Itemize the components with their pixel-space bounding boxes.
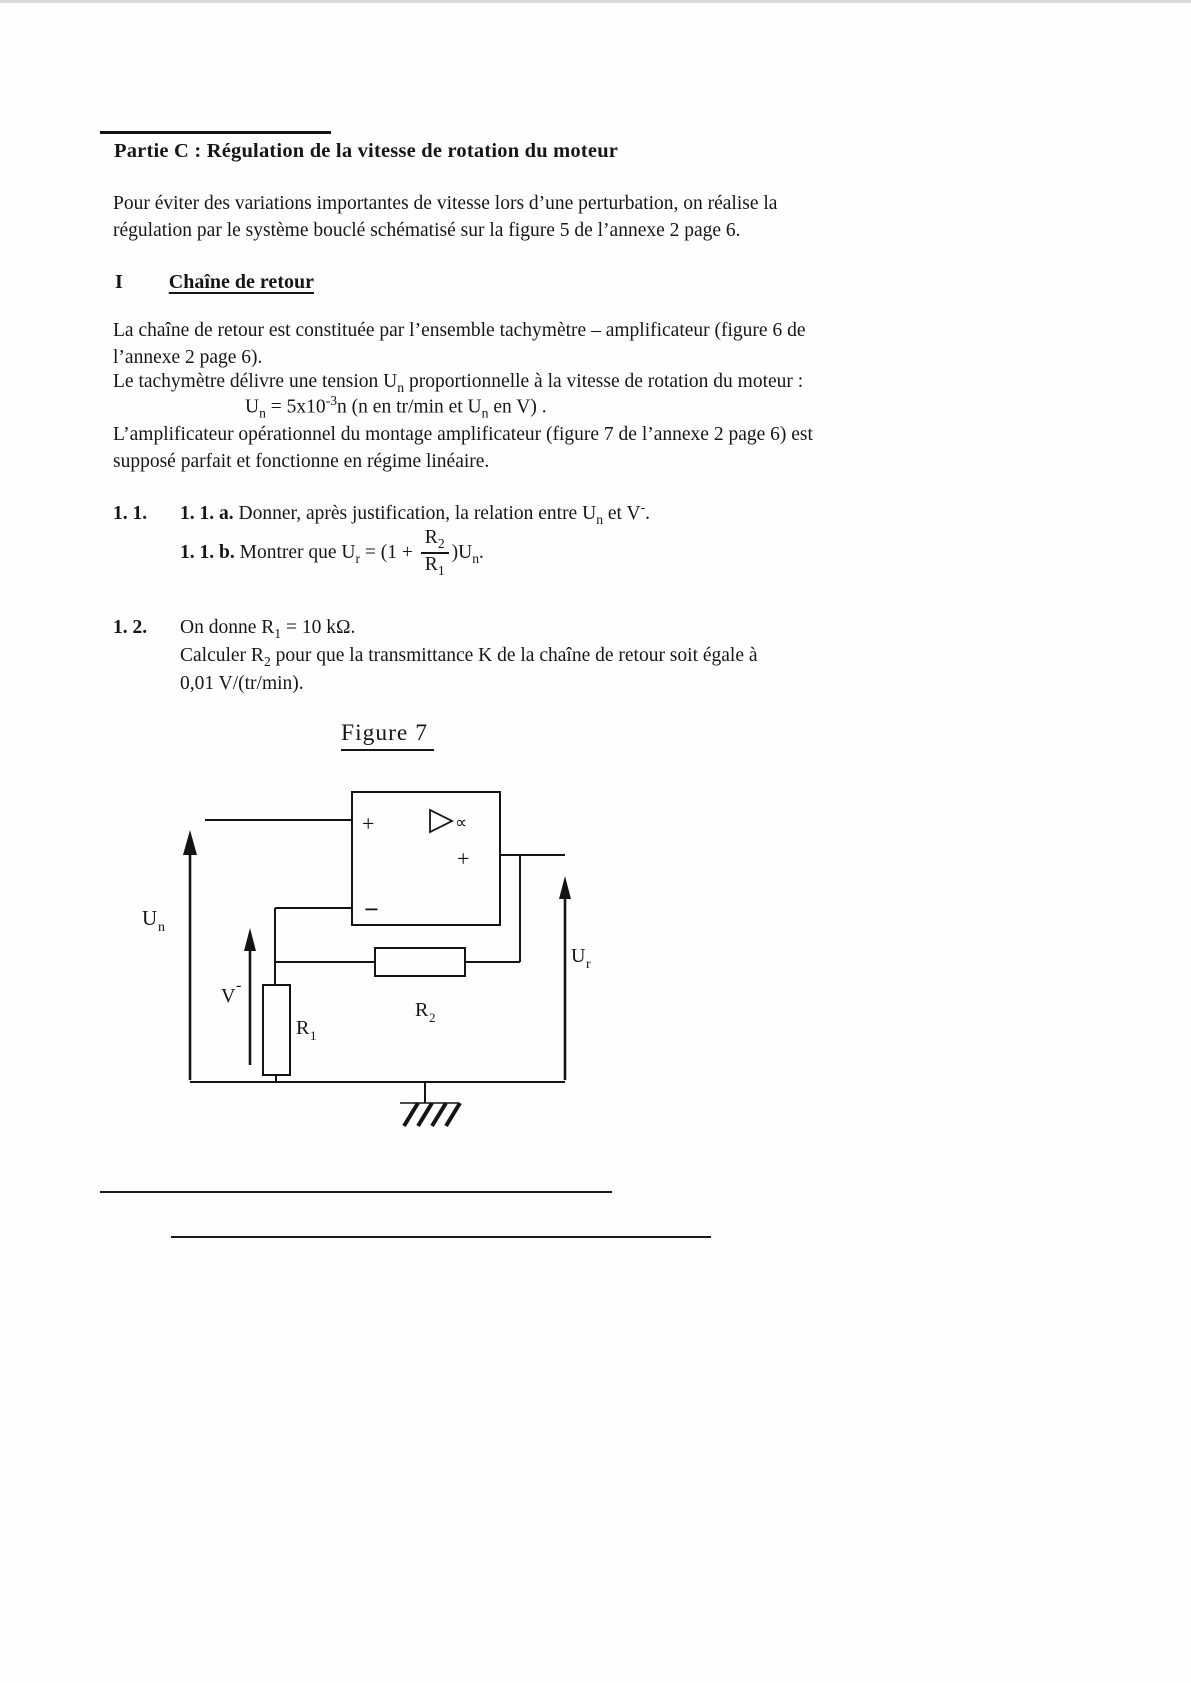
un-label-base: U bbox=[142, 906, 158, 930]
question-1-2-line3: 0,01 V/(tr/min). bbox=[180, 673, 304, 694]
ground-symbol bbox=[400, 1103, 460, 1126]
opamp-triangle-icon bbox=[430, 810, 452, 832]
top-rule bbox=[100, 131, 331, 134]
resistor-r2-body bbox=[375, 948, 465, 976]
r2-label-sub: 2 bbox=[429, 1010, 436, 1025]
vminus-label-sup: - bbox=[236, 977, 242, 994]
ur-label-base: U bbox=[571, 945, 586, 967]
question-1-1-b bbox=[180, 528, 484, 578]
resistor-r1-body bbox=[263, 985, 290, 1075]
opamp-minus-label: − bbox=[364, 895, 379, 924]
section-number: I bbox=[115, 271, 123, 293]
ground-hatch-4 bbox=[446, 1103, 460, 1126]
question-1-2-line1: On donne $R_1 = 10$ kΩ. bbox=[180, 617, 356, 641]
question-1-1-a-text: 1. 1. a. Donner, après justification, la relation entre $U_n$ et V-. bbox=[180, 499, 650, 527]
formula-un: $U_n = 5x10^{-3}n$ (n en tr/min et $U_n$ en V) . bbox=[245, 393, 547, 421]
question-1-2 bbox=[113, 617, 355, 642]
r1-label-sub: 1 bbox=[310, 1028, 317, 1043]
ur-arrowhead bbox=[559, 876, 571, 899]
question-1-1-number: 1. 1. bbox=[113, 502, 148, 524]
ur-label-sub: r bbox=[586, 957, 591, 972]
paragraph-tachymeter: Le tachymètre délivre une tension $U_n$ proportionnelle à la vitesse de rotation du moteur : bbox=[113, 371, 804, 395]
page-title: Partie C : Régulation de la vitesse de rotation du moteur bbox=[114, 140, 619, 162]
figure-caption: Figure 7 bbox=[341, 720, 434, 751]
figure-7-circuit bbox=[128, 778, 648, 1148]
section-heading bbox=[115, 271, 314, 294]
section-title: Chaîne de retour bbox=[168, 271, 314, 293]
ground-hatch-3 bbox=[432, 1103, 446, 1126]
un-arrowhead bbox=[183, 830, 197, 855]
opamp-plus-input-label: + bbox=[362, 811, 375, 836]
question-1-1-b-text: 1. 1. b. Montrer que $U_r = (1$ + $\frac{R_2}{R_1}$ )$U_n$. bbox=[180, 527, 484, 579]
intro-paragraph: Pour éviter des variations importantes de vitesse lors d’une perturbation, on réalise la régulation par le système bouclé schématisé sur la figure 5 de l’annexe 2 page 6. bbox=[113, 193, 778, 241]
question-1-2-line2: Calculer $R_2$ pour que la transmittance K de la chaîne de retour soit égale à bbox=[180, 645, 758, 669]
opamp-plus-output-label: + bbox=[457, 846, 470, 871]
question-1-1 bbox=[113, 499, 650, 527]
paragraph-opamp: L’amplificateur opérationnel du montage amplificateur (figure 7 de l’annexe 2 page 6) est supposé parfait et fonctionne en régime linéaire. bbox=[113, 424, 813, 472]
r1-label-base: R bbox=[296, 1017, 310, 1039]
vminus-label-base: V bbox=[221, 985, 236, 1007]
paragraph-feedback-chain: La chaîne de retour est constituée par l’ensemble tachymètre – amplificateur (figure 6 de l’annexe 2 page 6). bbox=[113, 320, 806, 368]
bottom-rule-2 bbox=[171, 1236, 711, 1238]
r2-label-base: R bbox=[415, 999, 429, 1021]
vminus-arrowhead bbox=[244, 928, 256, 951]
scan-edge-artifact bbox=[0, 0, 1191, 3]
bottom-rule-1 bbox=[100, 1191, 612, 1193]
ground-hatch-1 bbox=[404, 1103, 418, 1126]
question-1-2-number: 1. 2. bbox=[113, 617, 148, 638]
ground-hatch-2 bbox=[418, 1103, 432, 1126]
un-label-sub: n bbox=[158, 920, 165, 935]
opamp-gain-label: ∝ bbox=[455, 813, 468, 832]
